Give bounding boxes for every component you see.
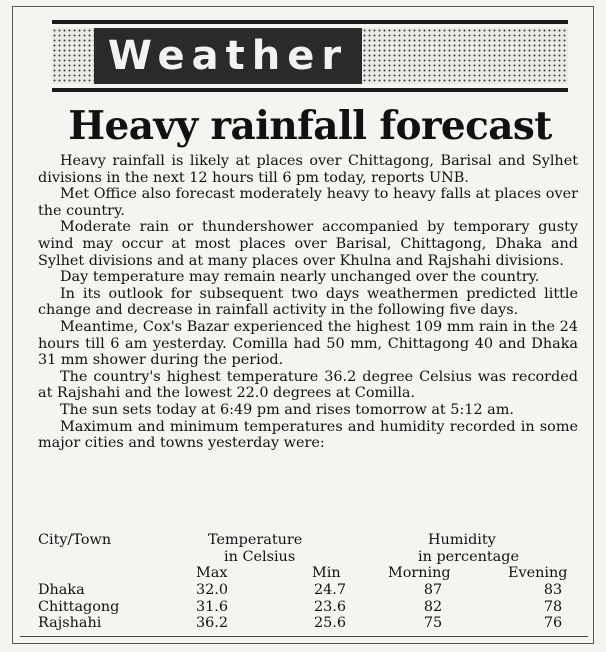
temperature-header: Temperature	[208, 532, 303, 548]
table-row	[38, 582, 582, 599]
evening-cell: 83	[543, 581, 563, 598]
table-header-row	[38, 532, 582, 549]
city-cell: Rajshahi	[38, 615, 102, 632]
table-row	[38, 615, 582, 632]
paragraph: Meantime, Cox's Bazar experienced the highest 109 mm rain in the 24 hours till 6 am yesterday. Comilla had 50 mm, Chittagong 40 and Dhaka 31 mm shower during the period.	[38, 318, 578, 369]
bottom-rule	[20, 636, 588, 637]
banner-bottom-rule	[52, 88, 568, 92]
article-body	[38, 153, 578, 452]
city-cell: Chittagong	[38, 598, 120, 615]
min-cell: 23.6	[314, 598, 347, 615]
headline: Heavy rainfall forecast	[68, 103, 552, 149]
table-unit-row	[38, 549, 582, 566]
paragraph: The sun sets today at 6:49 pm and rises tomorrow at 5:12 am.	[60, 401, 514, 418]
min-header: Min	[312, 565, 341, 582]
paragraph: Maximum and minimum temperatures and humidity recorded in some major cities and towns yesterday were:	[38, 418, 578, 452]
evening-header: Evening	[508, 565, 568, 582]
temperature-unit: in Celsius	[224, 548, 296, 565]
paragraph: Heavy rainfall is likely at places over Chittagong, Barisal and Sylhet divisions in the next 12 hours till 6 pm today, reports UNB.	[38, 153, 578, 186]
table-row	[38, 599, 582, 616]
morning-cell: 75	[423, 615, 443, 632]
banner-top-rule	[52, 20, 568, 24]
max-header: Max	[196, 565, 228, 582]
max-cell: 36.2	[196, 615, 229, 632]
weather-table	[38, 532, 582, 632]
section-label-box	[94, 28, 362, 84]
max-cell: 31.6	[196, 598, 229, 615]
table-subheader-row	[38, 565, 582, 582]
city-cell: Dhaka	[38, 581, 85, 598]
morning-cell: 82	[423, 598, 443, 615]
humidity-unit: in percentage	[418, 548, 519, 565]
max-cell: 32.0	[196, 581, 229, 598]
paragraph: The country's highest temperature 36.2 degree Celsius was recorded at Rajshahi and the lowest 22.0 degrees at Comilla.	[38, 368, 578, 402]
paragraph: In its outlook for subsequent two days weathermen predicted little change and decrease in rainfall activity in the following five days.	[38, 285, 578, 319]
humidity-header: Humidity	[428, 532, 496, 548]
morning-cell: 87	[423, 581, 443, 598]
section-banner	[52, 28, 568, 84]
evening-cell: 76	[543, 615, 563, 632]
evening-cell: 78	[543, 598, 563, 615]
section-label: Weather	[107, 33, 349, 79]
city-header: City/Town	[38, 532, 112, 548]
morning-header: Morning	[388, 565, 451, 582]
min-cell: 25.6	[314, 615, 347, 632]
paragraph: Day temperature may remain nearly unchanged over the country.	[60, 269, 540, 286]
min-cell: 24.7	[314, 581, 347, 598]
paragraph: Met Office also forecast moderately heavy to heavy falls at places over the country.	[38, 186, 578, 219]
paragraph: Moderate rain or thundershower accompanied by temporary gusty wind may occur at most places over Barisal, Chittagong, Dhaka and Sylhet divisions and at many places over Khulna and Rajshahi divisions.	[38, 219, 578, 269]
